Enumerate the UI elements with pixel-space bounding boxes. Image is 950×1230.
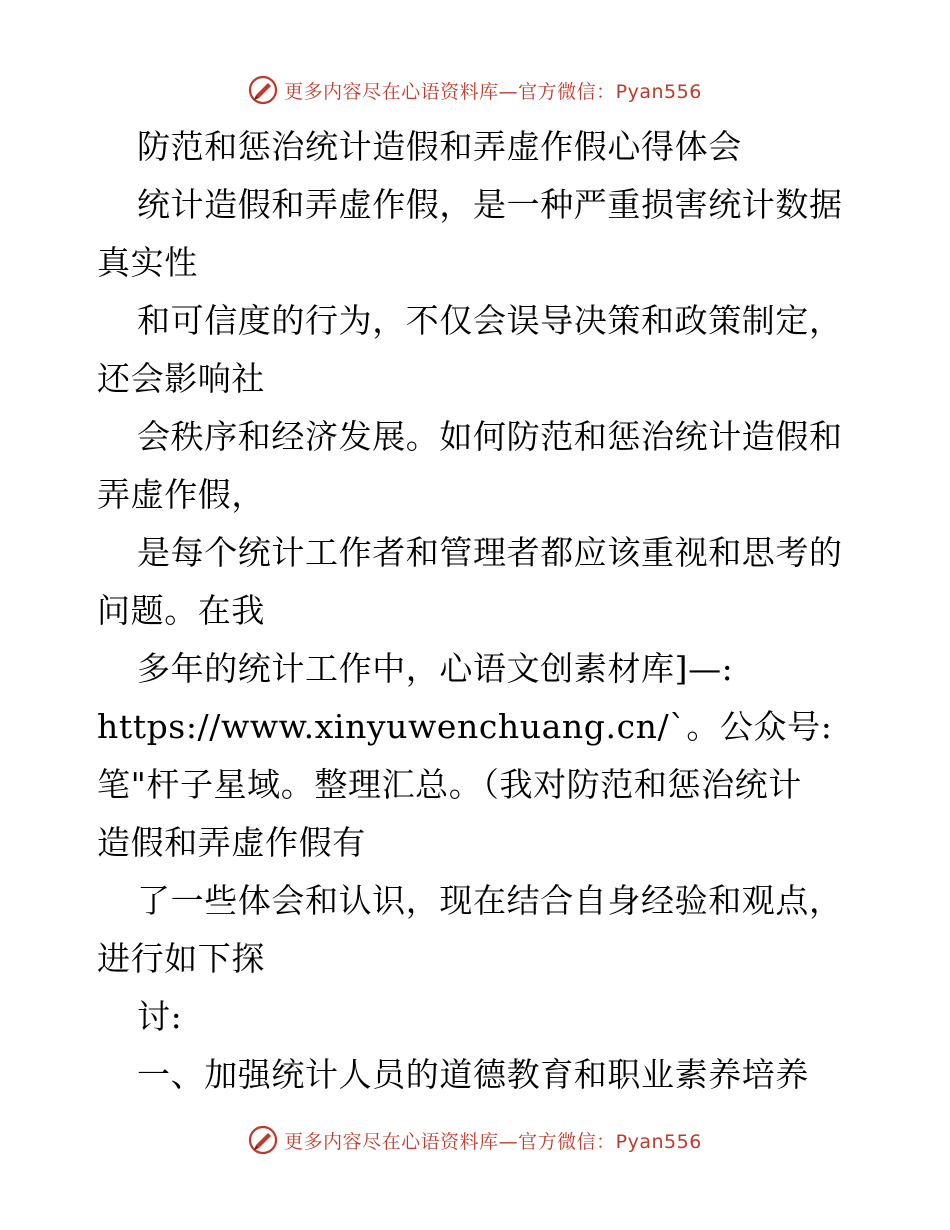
- text-line: 进行如下探: [97, 939, 265, 978]
- text-line: 真实性: [97, 243, 198, 282]
- document-title: 防范和惩治统计造假和弄虚作假心得体会: [137, 127, 742, 166]
- footer-watermark-text: 更多内容尽在心语资料库—官方微信：Pyan556: [284, 1130, 702, 1153]
- text-line: https://www.xinyuwenchuang.cn/`。公众号:: [97, 707, 833, 746]
- header-watermark: [0, 72, 950, 108]
- text-line: 是每个统计工作者和管理者都应该重视和思考的: [137, 533, 843, 572]
- text-line: 还会影响社: [97, 359, 265, 398]
- text-line: 弄虚作假，: [97, 475, 265, 514]
- text-line: 一、加强统计人员的道德教育和职业素养培养: [137, 1055, 809, 1094]
- text-line: 了一些体会和认识，现在结合自身经验和观点，: [137, 881, 843, 920]
- text-line: 问题。在我: [97, 591, 265, 630]
- text-line: 统计造假和弄虚作假，是一种严重损害统计数据: [137, 185, 843, 224]
- brand-logo-icon: [248, 75, 278, 105]
- text-line: 会秩序和经济发展。如何防范和惩治统计造假和: [137, 417, 843, 456]
- footer-watermark: [0, 1122, 950, 1158]
- text-line: 和可信度的行为，不仅会误导决策和政策制定，: [137, 301, 843, 340]
- text-line: 讨:: [137, 997, 183, 1036]
- text-line: 笔"杆子星域。整理汇总。（我对防范和惩治统计: [97, 765, 802, 804]
- text-line: 多年的统计工作中，心语文创素材库]—:: [137, 649, 734, 688]
- document-body: [97, 118, 857, 1104]
- header-watermark-text: 更多内容尽在心语资料库—官方微信：Pyan556: [284, 80, 702, 103]
- text-line: 造假和弄虚作假有: [97, 823, 366, 862]
- brand-logo-icon: [248, 1125, 278, 1155]
